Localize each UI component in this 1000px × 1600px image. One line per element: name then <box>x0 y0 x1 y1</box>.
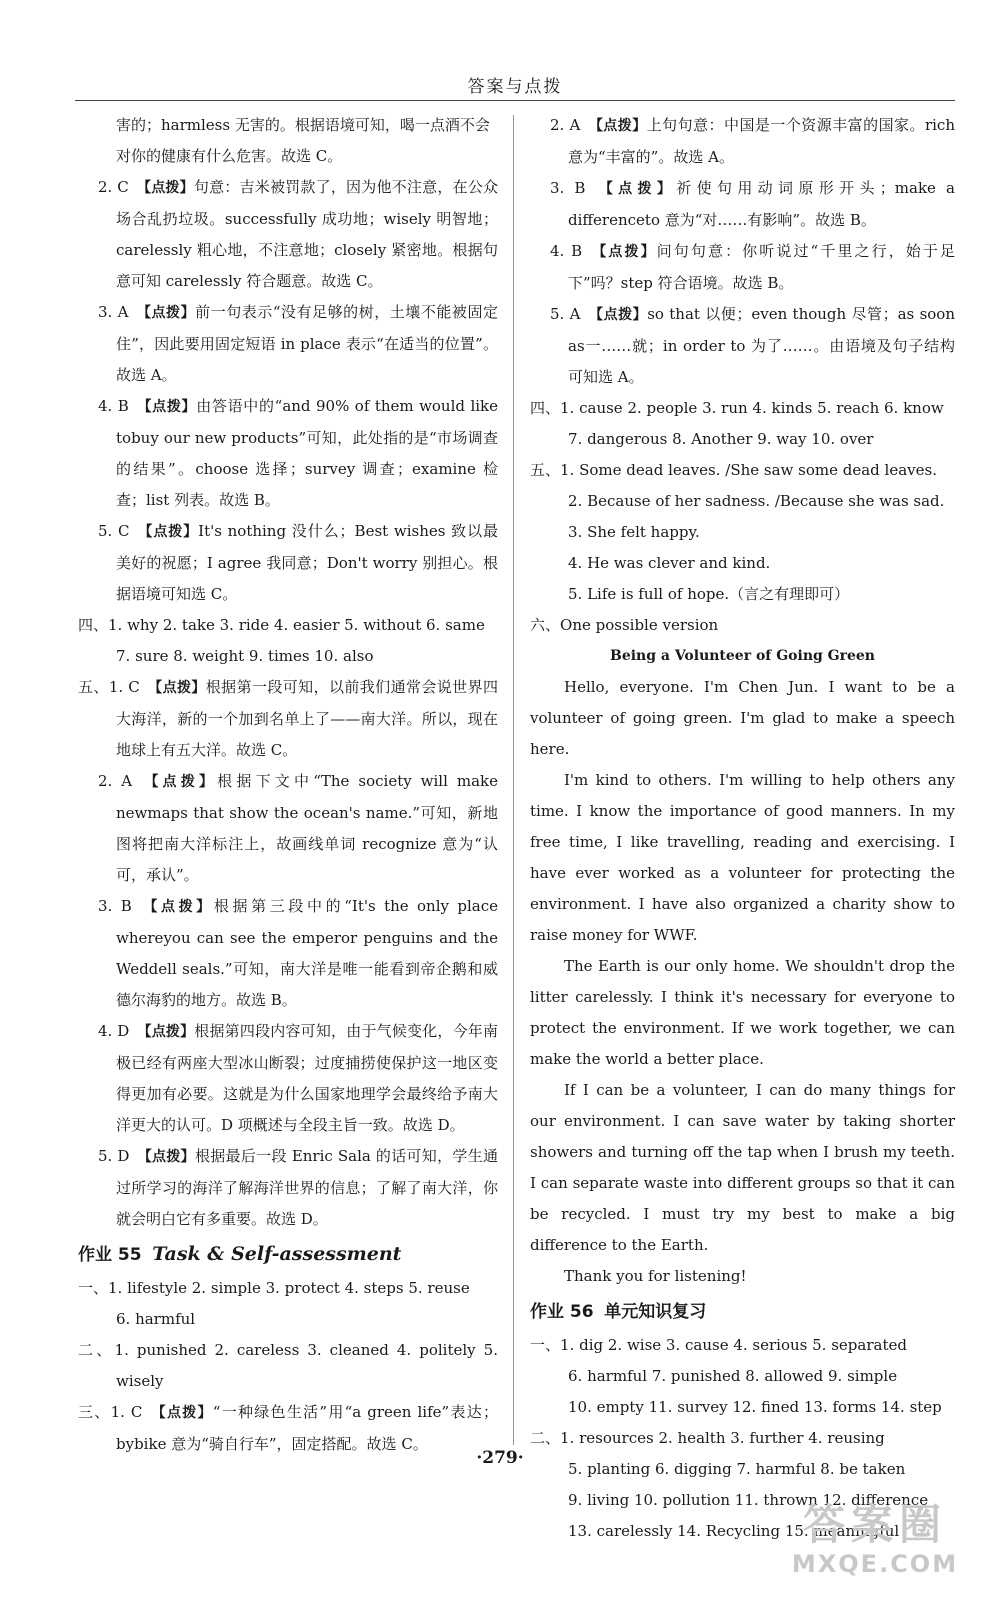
answer-item: 4. B 【点拨】问句句意：你听说过“千里之行，始于足下”吗？step 符合语境。故选 B。 <box>550 242 955 292</box>
section-label: 六、One possible version <box>530 616 719 634</box>
homework-55-heading: 作业 55 Task & Self-assessment <box>78 1243 402 1265</box>
section-answers: 二、1. punished 2. careless 3. cleaned 4. politely 5. wisely <box>78 1341 498 1390</box>
section-answers: 四、1. cause 2. people 3. run 4. kinds 5. reach 6. know 7. dangerous 8. Another 9. way 10. over <box>530 399 944 448</box>
answer-item: 4. D 【点拨】根据第四段内容可知，由于气候变化，今年南极已经有两座大型冰山断裂；过度捕捞使保护这一地区变得更加有必要。这就是为什么国家地理学会最终给予南大洋更大的认可。D 项概述与全段主旨一致。故选 D。 <box>98 1022 499 1134</box>
header-rule <box>75 100 955 101</box>
section-answers: 四、1. why 2. take 3. ride 4. easier 5. without 6. same 7. sure 8. weight 9. times 10. also <box>78 616 485 665</box>
answer-item: 2. C 【点拨】句意：吉米被罚款了，因为他不注意，在公众场合乱扔垃圾。successfully 成功地；wisely 明智地；carelessly 粗心地，不注意地；closely 紧密地。根据句意可知 carelessly 符合题意。故选 C。 <box>98 178 499 290</box>
essay-title: Being a Volunteer of Going Green <box>610 648 875 664</box>
column-divider <box>513 115 514 1445</box>
left-column <box>78 110 498 1460</box>
essay-paragraph: Thank you for listening! <box>564 1267 747 1285</box>
essay-paragraph: The Earth is our only home. We shouldn't drop the litter carelessly. I think it's necessary for everyone to protect the environment. If we work together, we can make the world a better place. <box>530 957 955 1068</box>
section-answers: 二、1. resources 2. health 3. further 4. reusing 5. planting 6. digging 7. harmful 8. be taken 9. living 10. pollution 11. thrown 12. difference 13. carelessly 14. Recycling 15. meaningful <box>530 1429 929 1540</box>
continued-answer: 害的；harmless 无害的。根据语境可知，喝一点酒不会 对你的健康有什么危害。故选 C。 <box>116 116 490 165</box>
answer-item: 3. B 【点拨】根据第三段中的“It's the only place whereyou can see the emperor penguins and the Weddell seals.”可知，南大洋是唯一能看到帝企鹅和威德尔海豹的地方。故选 B。 <box>98 897 498 1009</box>
answer-item: 5. C 【点拨】It's nothing 没什么；Best wishes 致以最美好的祝愿；I agree 我同意；Don't worry 别担心。根据语境可知选 C。 <box>98 522 499 603</box>
page-number: ·279· <box>476 1448 524 1468</box>
watermark-url: MXQE.COM <box>791 1550 959 1578</box>
right-column <box>530 110 955 1547</box>
essay-paragraph: Hello, everyone. I'm Chen Jun. I want to be a volunteer of going green. I'm glad to make a speech here. <box>530 678 955 758</box>
answer-item: 3. A 【点拨】前一句表示“没有足够的树，土壤不能被固定住”，因此要用固定短语 in place 表示“在适当的位置”。故选 A。 <box>98 303 499 384</box>
section-answers: 一、1. dig 2. wise 3. cause 4. serious 5. separated 6. harmful 7. punished 8. allowed 9. simple 10. empty 11. survey 12. fined 13. forms 14. step <box>530 1336 942 1416</box>
homework-56-heading: 作业 56 单元知识复习 <box>530 1302 707 1322</box>
answer-item: 三、1. C 【点拨】“一种绿色生活”用“a green life”表达；bybike 意为“骑自行车”，固定搭配。故选 C。 <box>78 1403 498 1453</box>
answer-item: 2. A 【点拨】上句句意：中国是一个资源丰富的国家。rich 意为“丰富的”。故选 A。 <box>550 116 955 166</box>
section-answers: 五、1. Some dead leaves. /She saw some dead leaves. 2. Because of her sadness. /Because she was sad. 3. She felt happy. 4. He was clever and kind. 5. Life is full of hope.（言之有理即可） <box>530 461 945 603</box>
answer-item: 2. A 【点拨】根据下文中“The society will make newmaps that show the ocean's name.”可知，新地图将把南大洋标注上，故画线单词 recognize 意为“认可，承认”。 <box>98 772 499 884</box>
running-header: 答案与点拨 <box>467 77 563 97</box>
answer-item: 五、1. C 【点拨】根据第一段可知，以前我们通常会说世界四大海洋，新的一个加到名单上了——南大洋。所以，现在地球上有五大洋。故选 C。 <box>78 678 498 759</box>
watermark-text: 答案圈 <box>802 1500 947 1549</box>
section-answers: 一、1. lifestyle 2. simple 3. protect 4. steps 5. reuse 6. harmful <box>78 1279 470 1328</box>
answer-item: 5. D 【点拨】根据最后一段 Enric Sala 的话可知，学生通过所学习的海洋了解海洋世界的信息；了解了南大洋，你就会明白它有多重要。故选 D。 <box>98 1147 499 1228</box>
essay-paragraph: If I can be a volunteer, I can do many things for our environment. I can save water by taking shorter showers and turning off the tap when I brush my teeth. I can separate waste into different groups so that it can be recycled. I must try my best to make a big difference to the Earth. <box>530 1081 955 1254</box>
answer-item: 4. B 【点拨】由答语中的“and 90% of them would like tobuy our new products”可知，此处指的是“市场调查的结果”。choose 选择；survey 调查；examine 检查；list 列表。故选 B。 <box>98 397 499 509</box>
answer-item: 3. B 【点拨】祈使句用动词原形开头；make a differenceto 意为“对……有影响”。故选 B。 <box>550 179 955 229</box>
essay-paragraph: I'm kind to others. I'm willing to help others any time. I know the importance of good manners. In my free time, I like travelling, reading and exercising. I have ever worked as a volunteer for protecting the environment. I have also organized a charity show to raise money for WWF. <box>530 771 955 944</box>
watermark-logo <box>775 1500 975 1580</box>
answer-item: 5. A 【点拨】so that 以便；even though 尽管；as soon as一……就；in order to 为了……。由语境及句子结构可知选 A。 <box>550 305 955 386</box>
